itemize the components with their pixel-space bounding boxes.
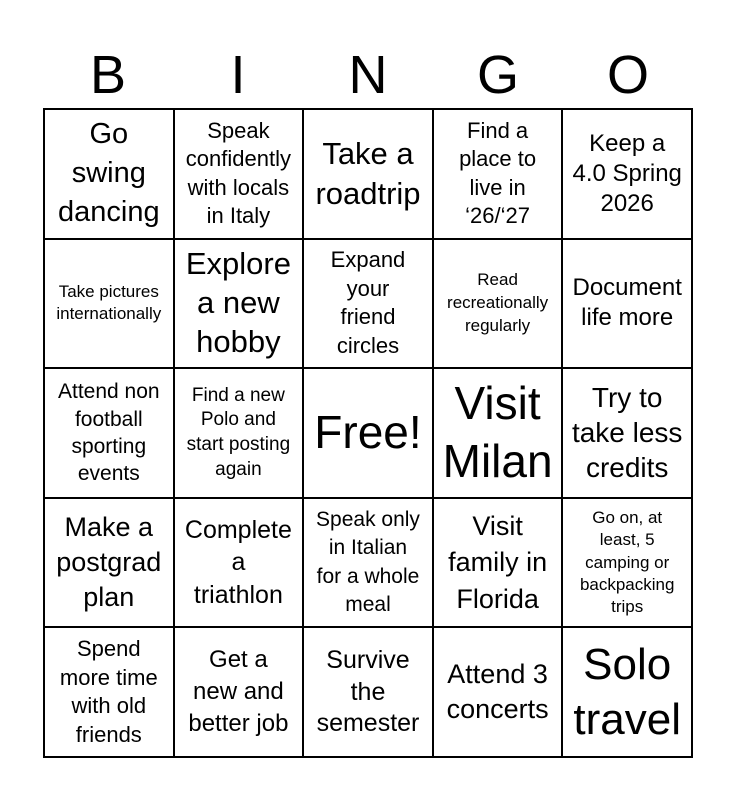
bingo-cell [303, 627, 433, 757]
cell-text: Explore a new hobby [185, 246, 291, 359]
bingo-cell [44, 368, 174, 498]
cell-text: Keep a 4.0 Spring 2026 [572, 129, 682, 217]
cell-text: Speak confidently with locals in Italy [185, 117, 291, 229]
cell-text: Find a place to live in ‘26/‘27 [459, 117, 537, 229]
cell-text: Expand your friend circles [330, 247, 406, 358]
bingo-cell [562, 109, 692, 239]
cell-text: Get a new and better job [188, 645, 289, 738]
free-space-cell [303, 368, 433, 498]
cell-text: Spend more time with old friends [59, 636, 158, 747]
bingo-cell [433, 498, 563, 628]
cell-text: Take a roadtrip [315, 135, 421, 211]
free-space-text: Free! [314, 406, 422, 459]
bingo-cell [433, 109, 563, 239]
bingo-cell [44, 627, 174, 757]
bingo-cell [303, 109, 433, 239]
header-letter-n: N [348, 45, 388, 105]
cell-text: Complete a triathlon [184, 515, 292, 609]
bingo-cell [174, 498, 304, 628]
cell-text: Find a new Polo and start posting again [186, 384, 291, 480]
bingo-cell [44, 239, 174, 369]
cell-text: Survive the semester [316, 646, 420, 737]
bingo-cell [174, 627, 304, 757]
bingo-cell [562, 368, 692, 498]
header-letter-i: I [230, 45, 246, 105]
cell-text: Try to take less credits [571, 382, 683, 484]
bingo-cell [174, 368, 304, 498]
cell-text: Make a postgrad plan [56, 511, 162, 613]
bingo-cell [433, 368, 563, 498]
cell-text: Read recreationally regularly [447, 269, 549, 335]
bingo-cell [44, 498, 174, 628]
bingo-cell [433, 627, 563, 757]
cell-text: Attend non football sporting events [58, 380, 160, 486]
cell-text: Go on, at least, 5 camping or backpacking trips [579, 508, 675, 616]
bingo-cell [303, 239, 433, 369]
cell-text: Take pictures internationally [56, 282, 162, 324]
header-letter-g: G [476, 45, 519, 105]
cell-text: Go swing dancing [58, 118, 160, 229]
bingo-cell [174, 109, 304, 239]
header-letter-b: B [89, 45, 127, 105]
bingo-cell [303, 498, 433, 628]
cell-text: Visit Milan [442, 377, 553, 487]
bingo-cell [44, 109, 174, 239]
cell-text: Document life more [572, 274, 682, 332]
bingo-cell [562, 239, 692, 369]
cell-text: Visit family in Florida [448, 510, 548, 614]
header-letter-o: O [606, 45, 649, 105]
cell-text: Attend 3 concerts [446, 659, 549, 725]
bingo-cell [562, 498, 692, 628]
cell-text: Solo travel [573, 640, 681, 745]
cell-text: Speak only in Italian for a whole meal [316, 507, 420, 616]
bingo-cell [433, 239, 563, 369]
bingo-cell [562, 627, 692, 757]
bingo-header [43, 42, 693, 108]
bingo-cell [174, 239, 304, 369]
bingo-grid [43, 108, 693, 758]
